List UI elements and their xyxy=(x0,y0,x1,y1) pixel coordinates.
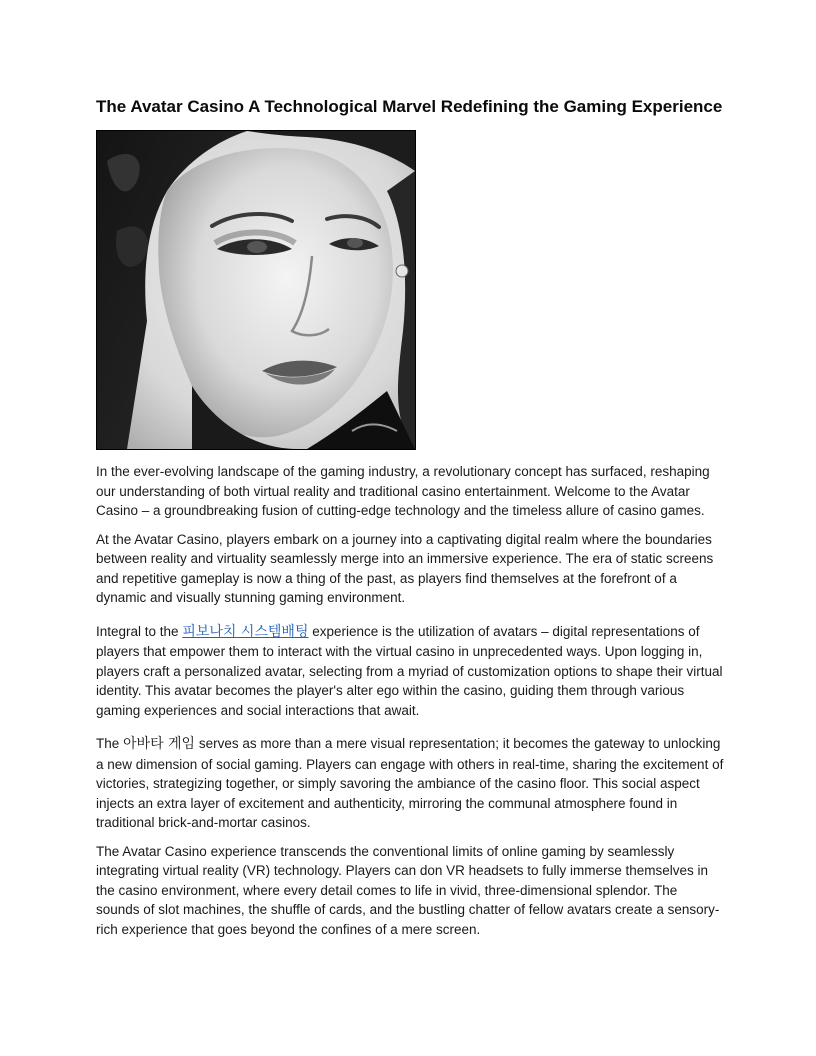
avatar-game-korean-text: 아바타 게임 xyxy=(123,736,196,752)
paragraph-social xyxy=(96,734,724,833)
paragraph-intro: In the ever-evolving landscape of the gaming industry, a revolutionary concept has surfaced, reshaping our understanding of both virtual reality and traditional casino entertainment. Welcome to the Avatar Casino – a groundbreaking fusion of cutting-edge technology and the timeless allure of casino games. xyxy=(96,464,710,518)
fibonacci-betting-link[interactable]: 피보나치 시스템배팅 xyxy=(182,623,309,640)
article-title: The Avatar Casino A Technological Marvel Redefining the Gaming Experience xyxy=(96,97,723,116)
paragraph-avatars-lead: Integral to the xyxy=(96,623,183,639)
paragraph-social-lead: The xyxy=(96,736,124,751)
paragraph-avatars-body: experience is the utilization of avatars – digital representations of players that empower them to interact with the virtual casino in unprecedented ways. Upon logging in, players craft a personalized avatar, selecting from a myriad of customization options to shape their virtual identity. This avatar becomes the player's alter ego within the casino, guiding them through various gaming experiences and social interactions that await. xyxy=(96,623,723,718)
paragraph-journey: At the Avatar Casino, players embark on a journey into a captivating digital realm where the boundaries between reality and virtuality seamlessly merge into an immersive experience. The era of static screens and repetitive gameplay is now a thing of the past, as players find themselves at the forefront of a dynamic and visually stunning gaming environment. xyxy=(96,531,714,605)
paragraph-avatars xyxy=(96,622,724,721)
portrait-photo-icon xyxy=(96,130,416,450)
paragraph-vr: The Avatar Casino experience transcends the conventional limits of online gaming by seamlessly integrating virtual reality (VR) technology. Players can don VR headsets to fully immerse themselves in the casino environment, where every detail comes to life in vivid, three-dimensional splendor. The sounds of slot machines, the shuffle of cards, and the bustling chatter of fellow avatars create a sensory-rich experience that goes beyond the confines of a mere screen. xyxy=(96,843,720,937)
document-page xyxy=(96,94,724,948)
paragraph-social-body: serves as more than a mere visual representation; it becomes the gateway to unlocking a new dimension of social gaming. Players can engage with others in real-time, sharing the excitement of victories, strategizing together, or simply savoring the ambiance of the casino floor. This social aspect injects an extra layer of excitement and authenticity, mirroring the communal atmosphere found in traditional brick-and-mortar casinos. xyxy=(96,736,724,830)
